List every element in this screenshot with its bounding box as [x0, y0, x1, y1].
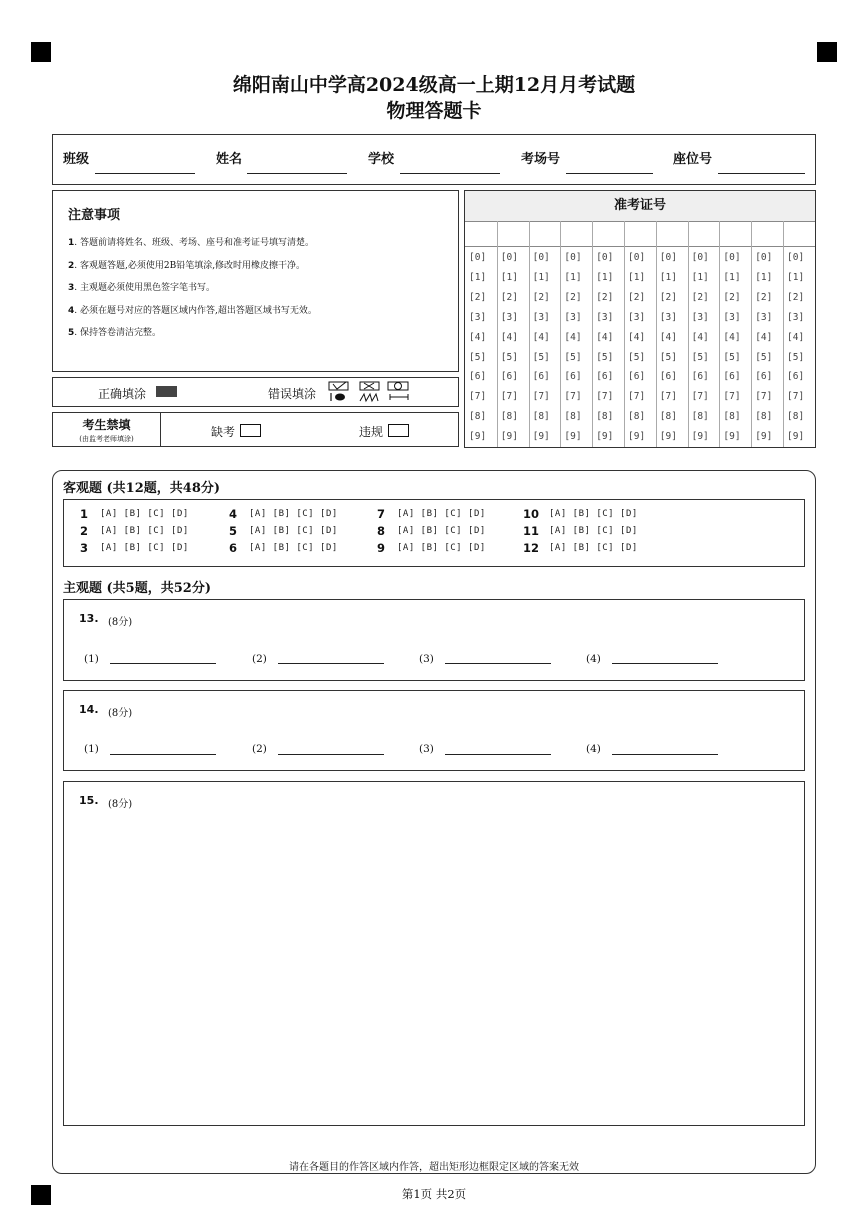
ticket-digit-bubble[interactable]: [0]	[469, 252, 487, 263]
notice-item: 1. 答题前请将姓名、班级、考场、座号和准考证号填写清楚。	[68, 238, 314, 248]
ticket-digit-bubble[interactable]: [7]	[755, 391, 773, 403]
notice-item: 3. 主观题必须使用黑色签字笔书写。	[68, 283, 215, 293]
ticket-digit-bubble[interactable]: [6]	[564, 371, 582, 383]
notice-item: 5. 保持答卷清洁完整。	[68, 328, 161, 338]
ticket-digit-bubble[interactable]: [8]	[532, 411, 550, 423]
name-label: 姓名	[216, 152, 243, 167]
ticket-digit-bubble[interactable]: [2]	[596, 291, 614, 303]
ticket-digit-bubble[interactable]: [0]	[787, 252, 805, 263]
ticket-digit-bubble[interactable]: [3]	[659, 311, 677, 323]
seat-label: 座位号	[673, 152, 713, 167]
ticket-digit-bubble[interactable]: [9]	[628, 431, 646, 443]
ticket-digit-bubble[interactable]: [4]	[628, 331, 646, 343]
objective-question-number: 9	[377, 541, 386, 555]
notice-item: 2. 客观题答题,必须使用2B铅笔填涂,修改时用橡皮擦干净。	[68, 261, 306, 271]
objective-answer-options[interactable]: [A] [B] [C] [D]	[397, 509, 486, 519]
ticket-digit-bubble[interactable]: [0]	[628, 252, 646, 263]
ticket-digit-bubble[interactable]: [2]	[500, 291, 518, 303]
objective-answer-options[interactable]: [A] [B] [C] [D]	[249, 526, 338, 536]
wrong-fill-label: 错误填涂	[268, 387, 317, 401]
ticket-digit-bubble[interactable]: [1]	[564, 271, 582, 283]
school-label: 学校	[368, 152, 395, 167]
ticket-digit-bubble[interactable]: [4]	[755, 331, 773, 343]
question-13-blank-2[interactable]	[278, 663, 384, 664]
ticket-digit-bubble[interactable]: [2]	[755, 291, 773, 303]
ticket-digit-bubble[interactable]: [3]	[469, 311, 487, 323]
ticket-digit-bubble[interactable]: [2]	[532, 291, 550, 303]
exam-status-subtitle: (由监考老师填涂)	[79, 435, 134, 443]
ticket-digit-bubble[interactable]: [9]	[755, 431, 773, 443]
ticket-digit-bubble[interactable]: [8]	[596, 411, 614, 423]
ticket-digit-bubble[interactable]: [5]	[723, 351, 741, 363]
ticket-digit-bubble[interactable]: [9]	[500, 431, 518, 443]
ticket-digit-bubble[interactable]: [5]	[628, 351, 646, 363]
objective-answer-options[interactable]: [A] [B] [C] [D]	[100, 526, 189, 536]
ticket-digit-bubble[interactable]: [0]	[659, 252, 677, 263]
ticket-digit-bubble[interactable]: [0]	[500, 252, 518, 263]
question-13-blank-label: (2)	[252, 653, 267, 665]
question-14-blank-label: (4)	[586, 743, 601, 755]
objective-answer-options[interactable]: [A] [B] [C] [D]	[549, 543, 638, 553]
objective-question-number: 5	[229, 524, 238, 538]
question-15-score: (8分)	[108, 799, 133, 810]
question-14-blank-4[interactable]	[612, 754, 718, 755]
ticket-digit-bubble[interactable]: [0]	[755, 252, 773, 263]
ticket-digit-bubble[interactable]: [4]	[787, 331, 805, 343]
ticket-digit-bubble[interactable]: [6]	[691, 371, 709, 383]
ticket-digit-bubble[interactable]: [9]	[532, 431, 550, 443]
ticket-digit-bubble[interactable]: [5]	[691, 351, 709, 363]
ticket-digit-bubble[interactable]: [1]	[787, 271, 805, 283]
ticket-digit-bubble[interactable]: [8]	[564, 411, 582, 423]
notice-item: 4. 必须在题号对应的答题区域内作答,超出答题区域书写无效。	[68, 306, 317, 316]
ticket-digit-bubble[interactable]: [8]	[628, 411, 646, 423]
question-13-box[interactable]	[63, 599, 805, 681]
ticket-digit-bubble[interactable]: [6]	[500, 371, 518, 383]
ticket-digit-bubble[interactable]: [4]	[532, 331, 550, 343]
ticket-digit-bubble[interactable]: [2]	[564, 291, 582, 303]
ticket-digit-bubble[interactable]: [7]	[787, 391, 805, 403]
objective-question-number: 7	[377, 507, 386, 521]
ticket-digit-bubble[interactable]: [1]	[469, 271, 487, 283]
ticket-digit-bubble[interactable]: [5]	[659, 351, 677, 363]
ticket-digit-bubble[interactable]: [9]	[787, 431, 805, 443]
ticket-digit-bubble[interactable]: [2]	[469, 291, 487, 303]
ticket-digit-bubble[interactable]: [8]	[691, 411, 709, 423]
question-14-box[interactable]	[63, 690, 805, 771]
class-label: 班级	[63, 152, 90, 167]
ticket-digit-bubble[interactable]: [5]	[596, 351, 614, 363]
question-14-blank-label: (3)	[419, 743, 434, 755]
question-14-blank-3[interactable]	[445, 754, 551, 755]
absent-checkbox[interactable]	[240, 424, 261, 437]
ticket-digit-bubble[interactable]: [5]	[755, 351, 773, 363]
question-13-blank-3[interactable]	[445, 663, 551, 664]
ticket-digit-bubble[interactable]: [9]	[469, 431, 487, 443]
question-14-blank-label: (2)	[252, 743, 267, 755]
ticket-digit-bubble[interactable]: [9]	[564, 431, 582, 443]
ticket-digit-bubble[interactable]: [7]	[659, 391, 677, 403]
objective-answer-options[interactable]: [A] [B] [C] [D]	[549, 526, 638, 536]
ticket-digit-bubble[interactable]: [3]	[596, 311, 614, 323]
ticket-digit-bubble[interactable]: [1]	[532, 271, 550, 283]
divider	[160, 412, 161, 447]
ticket-digit-bubble[interactable]: [1]	[596, 271, 614, 283]
ticket-digit-bubble[interactable]: [2]	[787, 291, 805, 303]
question-13-blank-label: (4)	[586, 653, 601, 665]
school-field[interactable]	[400, 173, 500, 174]
question-13-blank-1[interactable]	[110, 663, 216, 664]
ticket-digit-bubble[interactable]: [8]	[659, 411, 677, 423]
wrong-fill-marks-icon	[328, 381, 412, 403]
ticket-digit-bubble[interactable]: [4]	[723, 331, 741, 343]
ticket-digit-bubble[interactable]: [9]	[723, 431, 741, 443]
ticket-digit-bubble[interactable]: [1]	[659, 271, 677, 283]
ticket-digit-bubble[interactable]: [0]	[532, 252, 550, 263]
correct-fill-mark-icon	[156, 386, 177, 397]
ticket-digit-bubble[interactable]: [4]	[500, 331, 518, 343]
ticket-digit-bubble[interactable]: [5]	[532, 351, 550, 363]
ticket-digit-bubble[interactable]: [6]	[532, 371, 550, 383]
ticket-digit-bubble[interactable]: [1]	[500, 271, 518, 283]
question-15-number: 15.	[79, 794, 99, 807]
ticket-digit-bubble[interactable]: [4]	[596, 331, 614, 343]
ticket-digit-bubble[interactable]: [1]	[691, 271, 709, 283]
objective-question-number: 1	[80, 507, 89, 521]
ticket-number-title: 准考证号	[465, 191, 815, 222]
page-title: 绵阳南山中学高2024级高一上期12月月考试题	[232, 74, 636, 96]
ticket-digit-bubble[interactable]: [6]	[787, 371, 805, 383]
ticket-digit-bubble[interactable]: [4]	[564, 331, 582, 343]
ticket-digit-bubble[interactable]: [1]	[723, 271, 741, 283]
question-13-blank-label: (1)	[84, 653, 99, 665]
ticket-digit-bubble[interactable]: [3]	[532, 311, 550, 323]
ticket-digit-bubble[interactable]: [2]	[723, 291, 741, 303]
ticket-digit-bubble[interactable]: [3]	[787, 311, 805, 323]
ticket-digit-bubble[interactable]: [3]	[500, 311, 518, 323]
objective-question-number: 2	[80, 524, 89, 538]
ticket-digit-bubble[interactable]: [7]	[532, 391, 550, 403]
ticket-digit-bubble[interactable]: [5]	[564, 351, 582, 363]
corner-mark-top-left	[31, 42, 51, 62]
objective-question-number: 8	[377, 524, 386, 538]
question-14-blank-label: (1)	[84, 743, 99, 755]
ticket-digit-bubble[interactable]: [1]	[628, 271, 646, 283]
exam-room-label: 考场号	[521, 152, 561, 167]
objective-answer-options[interactable]: [A] [B] [C] [D]	[249, 509, 338, 519]
ticket-digit-bubble[interactable]: [7]	[691, 391, 709, 403]
question-14-number: 14.	[79, 703, 99, 716]
ticket-digit-bubble[interactable]: [6]	[755, 371, 773, 383]
ticket-digit-bubble[interactable]: [3]	[723, 311, 741, 323]
ticket-digit-bubble[interactable]: [4]	[691, 331, 709, 343]
objective-answer-options[interactable]: [A] [B] [C] [D]	[100, 509, 189, 519]
name-field[interactable]	[247, 173, 347, 174]
ticket-digit-bubble[interactable]: [0]	[596, 252, 614, 263]
ticket-digit-bubble[interactable]: [3]	[628, 311, 646, 323]
ticket-digit-bubble[interactable]: [0]	[723, 252, 741, 263]
objective-answer-options[interactable]: [A] [B] [C] [D]	[100, 543, 189, 553]
question-14-blank-2[interactable]	[278, 754, 384, 755]
ticket-digit-bubble[interactable]: [2]	[659, 291, 677, 303]
objective-question-number: 6	[229, 541, 238, 555]
ticket-digit-bubble[interactable]: [5]	[787, 351, 805, 363]
ticket-digit-bubble[interactable]: [7]	[564, 391, 582, 403]
ticket-digit-bubble[interactable]: [9]	[691, 431, 709, 443]
ticket-digit-bubble[interactable]: [2]	[691, 291, 709, 303]
correct-fill-label: 正确填涂	[98, 387, 147, 401]
question-13-number: 13.	[79, 612, 99, 625]
ticket-digit-bubble[interactable]: [8]	[500, 411, 518, 423]
objective-answer-options[interactable]: [A] [B] [C] [D]	[397, 526, 486, 536]
ticket-digit-bubble[interactable]: [6]	[469, 371, 487, 383]
ticket-digit-bubble[interactable]: [9]	[596, 431, 614, 443]
ticket-digit-bubble[interactable]: [0]	[691, 252, 709, 263]
ticket-digit-bubble[interactable]: [8]	[469, 411, 487, 423]
exam-room-field[interactable]	[566, 173, 653, 174]
absent-label: 缺考	[211, 425, 236, 439]
ticket-digit-bubble[interactable]: [5]	[469, 351, 487, 363]
ticket-digit-bubble[interactable]: [7]	[469, 391, 487, 403]
question-14-blank-1[interactable]	[110, 754, 216, 755]
ticket-digit-bubble[interactable]: [1]	[755, 271, 773, 283]
ticket-digit-write-cell[interactable]	[465, 221, 497, 247]
ticket-digit-bubble[interactable]: [6]	[596, 371, 614, 383]
ticket-digit-bubble[interactable]: [3]	[755, 311, 773, 323]
ticket-digit-bubble[interactable]: [4]	[659, 331, 677, 343]
objective-question-number: 3	[80, 541, 89, 555]
objective-question-number: 11	[523, 524, 540, 538]
objective-section-title: 客观题 (共12题，共48分)	[63, 481, 221, 496]
ticket-digit-bubble[interactable]: [3]	[564, 311, 582, 323]
ticket-digit-bubble[interactable]: [5]	[500, 351, 518, 363]
ticket-digit-bubble[interactable]: [2]	[628, 291, 646, 303]
objective-answer-options[interactable]: [A] [B] [C] [D]	[249, 543, 338, 553]
notice-title: 注意事项	[68, 208, 121, 223]
page-subtitle: 物理答题卡	[386, 100, 482, 122]
ticket-digit-bubble[interactable]: [9]	[659, 431, 677, 443]
objective-answer-options[interactable]: [A] [B] [C] [D]	[549, 509, 638, 519]
objective-question-number: 4	[229, 507, 238, 521]
question-15-box[interactable]	[63, 781, 805, 1126]
ticket-digit-bubble[interactable]: [4]	[469, 331, 487, 343]
objective-question-number: 12	[523, 541, 540, 555]
objective-question-number: 10	[523, 507, 540, 521]
violation-label: 违规	[359, 425, 384, 439]
ticket-digit-bubble[interactable]: [7]	[596, 391, 614, 403]
ticket-digit-bubble[interactable]: [7]	[500, 391, 518, 403]
question-14-score: (8分)	[108, 708, 133, 719]
ticket-digit-bubble[interactable]: [3]	[691, 311, 709, 323]
ticket-digit-bubble[interactable]: [6]	[659, 371, 677, 383]
question-13-blank-4[interactable]	[612, 663, 718, 664]
ticket-digit-bubble[interactable]: [7]	[628, 391, 646, 403]
ticket-digit-bubble[interactable]: [6]	[723, 371, 741, 383]
ticket-digit-bubble[interactable]: [6]	[628, 371, 646, 383]
ticket-digit-bubble[interactable]: [0]	[564, 252, 582, 263]
page-number: 第1页 共2页	[401, 1187, 467, 1201]
corner-mark-top-right	[817, 42, 837, 62]
class-field[interactable]	[95, 173, 195, 174]
objective-answer-options[interactable]: [A] [B] [C] [D]	[397, 543, 486, 553]
question-13-blank-label: (3)	[419, 653, 434, 665]
ticket-digit-bubble[interactable]: [8]	[787, 411, 805, 423]
footer-note: 请在各题目的作答区域内作答，超出矩形边框限定区域的答案无效	[289, 1162, 579, 1173]
ticket-digit-bubble[interactable]: [8]	[723, 411, 741, 423]
ticket-digit-bubble[interactable]: [7]	[723, 391, 741, 403]
exam-status-title: 考生禁填	[82, 418, 131, 432]
violation-checkbox[interactable]	[388, 424, 409, 437]
question-13-score: (8分)	[108, 617, 133, 628]
subjective-section-title: 主观题 (共5题，共52分)	[63, 581, 211, 596]
ticket-digit-bubble[interactable]: [8]	[755, 411, 773, 423]
seat-field[interactable]	[718, 173, 805, 174]
